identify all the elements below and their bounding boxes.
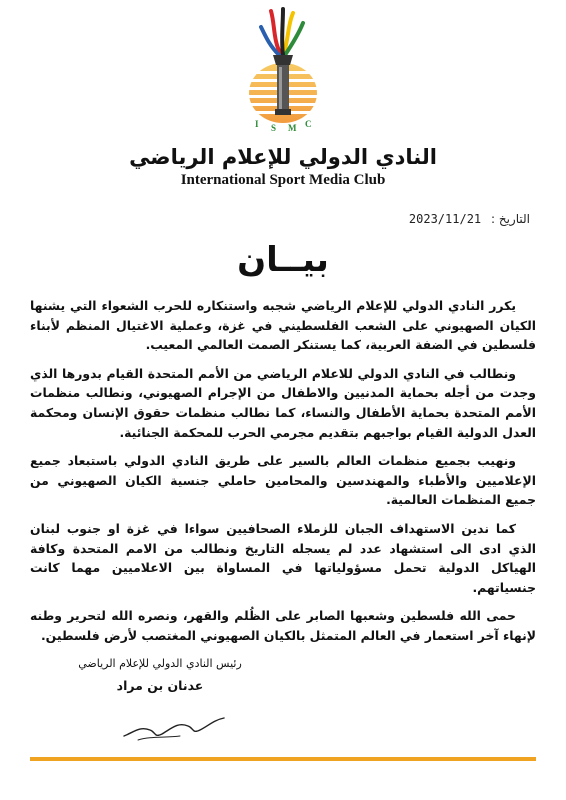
handwritten-signature bbox=[120, 712, 230, 744]
club-logo bbox=[233, 5, 333, 145]
date-line bbox=[409, 212, 530, 226]
paragraph: يكرر النادي الدولي للإعلام الرياضي شجبه واستنكاره للحرب الشعواء التي يشنها الكيان الصهيوني على الشعب الفلسطيني في غزة، وعملية الاغتيال المنظم لأبناء فلسطين في الضفة العربية، كما يستنكر الصمت العالمي المعيب. bbox=[30, 298, 536, 353]
statement-title: بيــان bbox=[237, 240, 329, 280]
date-label: التاريخ : bbox=[490, 212, 530, 226]
svg-text:I: I bbox=[255, 119, 259, 129]
signatory-name: عدنان بن مراد bbox=[116, 678, 204, 693]
statement-body bbox=[30, 296, 536, 655]
signatory-role: رئيس النادي الدولي للإعلام الرياضي bbox=[78, 657, 242, 670]
date-value: 2023/11/21 bbox=[408, 212, 482, 226]
footer-accent-line bbox=[30, 757, 536, 761]
paragraph: ونهيب بجميع منظمات العالم بالسير على طريق النادي الدولي باستبعاد جميع الإعلاميين والأطباء والمهندسين والمحامين حاملي جنسية الكيان الصهيوني من جميع المنظمات العالمية. bbox=[30, 453, 536, 508]
flame-ribbons bbox=[261, 9, 303, 55]
svg-text:S: S bbox=[271, 123, 277, 133]
signature-block bbox=[70, 657, 250, 693]
paragraph: حمى الله فلسطين وشعبها الصابر على الظُلم والقهر، ونصره الله لتحرير وطنه لإنهاء آخر استعمار في العالم المتمثل بالكيان الصهيوني المغتصب لأرض فلسطين. bbox=[30, 608, 536, 643]
svg-text:C: C bbox=[305, 119, 312, 129]
paragraph: كما ندين الاستهداف الجبان للزملاء الصحافيين سواءا في غزة او جنوب لبنان الذي ادى الى استشهاد عدد لم يسجله التاريخ ونطالب من الامم المتحدة وكافة الهياكل الدولية تحمل مسؤولياتها في المساواة بين الاعلاميين مهما كانت جنسياتهم. bbox=[30, 520, 536, 595]
club-name-arabic: النادي الدولي للإعلام الرياضي bbox=[129, 145, 437, 169]
club-name-english: International Sport Media Club bbox=[180, 172, 386, 188]
paragraph: ونطالب في النادي الدولي للاعلام الرياضي من الأمم المتحدة القيام بدورها الذي وجدت من أجله بحماية المدنيين والاطفال من الإجرام الصهيوني، ونطالب منظمات الأمم المتحدة بحماية الأطفال والنساء، كما نطالب منظمات حقوق الإنسان ومحكمة العدل الدولية القيام بواجبهم بتقديم مجرمي الحرب للمحكمة الجنائية. bbox=[30, 365, 536, 440]
svg-text:M: M bbox=[288, 123, 297, 133]
